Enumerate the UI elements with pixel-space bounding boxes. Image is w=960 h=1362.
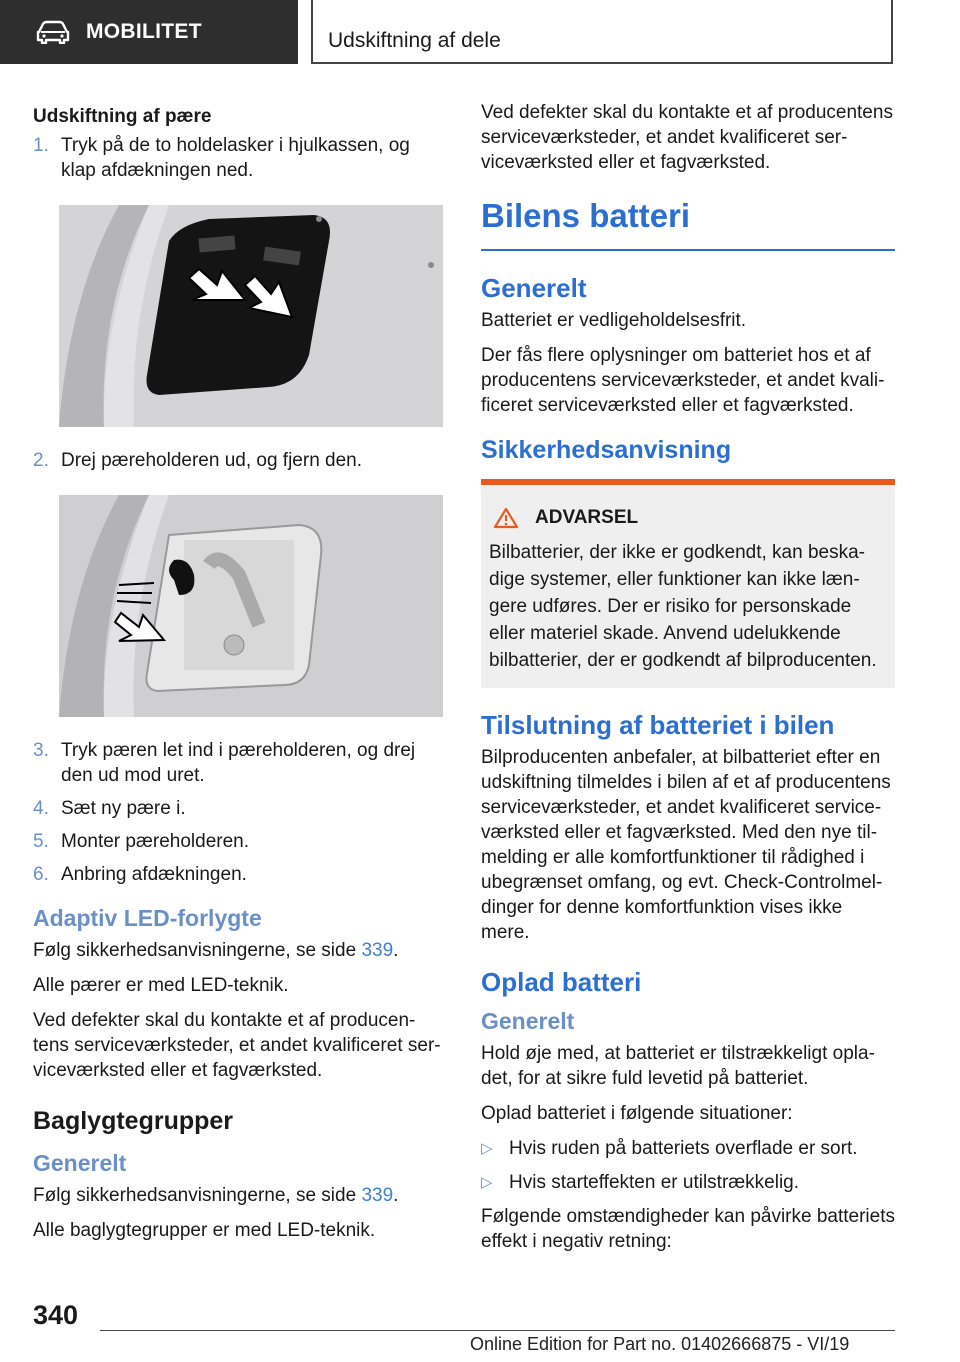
step-text: Tryk på de to holdelasker i hjulkassen, og klap afdækningen ned. bbox=[61, 135, 410, 181]
step-number: 6. bbox=[33, 864, 49, 885]
wheel-arch-cover-photo bbox=[59, 205, 443, 427]
left-column bbox=[33, 100, 443, 1253]
warning-box bbox=[481, 479, 895, 688]
step-4 bbox=[33, 796, 443, 821]
led-safety-text: Følg sikkerhedsanvisningerne, se side bbox=[33, 940, 362, 961]
car-icon bbox=[36, 20, 70, 44]
footer-divider bbox=[100, 1330, 895, 1331]
battery-connection-text: Bilproducenten anbefaler, at bilbatteriet efter en udskiftning tilmeldes i bilen af et af producentens serviceværksteder, et andet kvalificeret serviceværksted eller et fagværksted. Med den nye tilmelding er alle komfortfunktioner til rådighed i ubegrænset omfang, og evt. Check-Controlmeldinger for denne komfortfunktion vises ikke mere. bbox=[481, 747, 891, 943]
warning-triangle-icon bbox=[493, 507, 519, 529]
chapter-title: MOBILITET bbox=[86, 20, 202, 43]
chapter-tab bbox=[0, 0, 298, 64]
taillight-safety-text: Følg sikkerhedsanvisningerne, se side bbox=[33, 1185, 362, 1206]
charge-paragraph-3: Følgende omstændigheder kan påvirke batteriets effekt i negativ retning: bbox=[481, 1206, 896, 1252]
warning-text: Bilbatterier, der ikke er godkendt, kan beskadige systemer, eller funktioner kan ikke længere udføres. Der er risiko for personskade eller materiel skade. Anvend udelukkende bilbatterier, der er godkendt af bilproducenten. bbox=[489, 542, 877, 671]
bullet-text: Hvis starteffekten er utilstrækkelig. bbox=[509, 1172, 800, 1193]
battery-general-p1: Batteriet er vedligeholdelsesfrit. bbox=[481, 310, 747, 331]
bullet-text: Hvis ruden på batteriets overflade er sort. bbox=[509, 1138, 858, 1159]
battery-general-p2: Der fås flere oplysninger om batteriet hos et af producentens serviceværksteder, et andet kvalificeret serviceværksted eller et fagværksted. bbox=[481, 345, 885, 416]
safety-heading: Sikkerhedsanvisning bbox=[481, 436, 732, 464]
step-3 bbox=[33, 738, 443, 788]
warning-header bbox=[493, 507, 885, 529]
led-paragraph-2: Alle pærer er med LED-teknik. bbox=[33, 975, 289, 996]
bullet-arrow-icon: ▷ bbox=[481, 1140, 493, 1157]
bullet-item bbox=[481, 1136, 895, 1161]
bullet-arrow-icon: ▷ bbox=[481, 1174, 493, 1191]
taillight-general-heading: Generelt bbox=[33, 1150, 127, 1176]
intro-paragraph: Ved defekter skal du kontakte et af producentens serviceværksteder, et andet kvalificeret serviceværksted eller et fagværksted. bbox=[481, 102, 893, 173]
page-link-339[interactable]: 339 bbox=[361, 940, 394, 961]
led-paragraph-3: Ved defekter skal du kontakte et af producentens serviceværksteder, et andet kvalificeret serviceværksted eller et fagværksted. bbox=[33, 1010, 441, 1081]
taillight-heading: Baglygtegrupper bbox=[33, 1107, 234, 1135]
step-number: 1. bbox=[33, 135, 49, 156]
step-number: 4. bbox=[33, 798, 49, 819]
step-number: 5. bbox=[33, 831, 49, 852]
page-link-339[interactable]: 339 bbox=[361, 1185, 394, 1206]
battery-general-heading: Generelt bbox=[481, 273, 587, 303]
charge-paragraph-2: Oplad batteriet i følgende situationer: bbox=[481, 1103, 793, 1124]
taillight-safety-ref bbox=[33, 1183, 443, 1208]
step-2 bbox=[33, 448, 443, 473]
section-title: Udskiftning af dele bbox=[328, 29, 501, 52]
bulb-holder-photo bbox=[59, 495, 443, 717]
battery-heading: Bilens batteri bbox=[481, 197, 895, 251]
warning-title: ADVARSEL bbox=[535, 507, 639, 528]
bulb-replacement-heading: Udskiftning af pære bbox=[33, 106, 212, 127]
bullet-item bbox=[481, 1170, 895, 1195]
taillight-paragraph-2: Alle baglygtegrupper er med LED-teknik. bbox=[33, 1220, 376, 1241]
step-text: Tryk pæren let ind i pæreholderen, og drej den ud mod uret. bbox=[61, 740, 416, 786]
charge-battery-heading: Oplad batteri bbox=[481, 967, 642, 997]
period: . bbox=[393, 940, 399, 961]
led-headlight-heading: Adaptiv LED-forlygte bbox=[33, 905, 262, 931]
step-text: Anbring afdækningen. bbox=[61, 864, 247, 885]
step-5 bbox=[33, 829, 443, 854]
step-6 bbox=[33, 862, 443, 887]
step-text: Sæt ny pære i. bbox=[61, 798, 186, 819]
step-1 bbox=[33, 133, 443, 183]
period: . bbox=[393, 1185, 399, 1206]
charge-paragraph-1: Hold øje med, at batteriet er tilstrækkeligt opladet, for at sikre fuld levetid på batteriet. bbox=[481, 1043, 875, 1089]
steps-list bbox=[33, 738, 443, 887]
step-number: 2. bbox=[33, 450, 49, 471]
step-text: Drej pæreholderen ud, og fjern den. bbox=[61, 450, 363, 471]
right-column bbox=[481, 100, 895, 1264]
page-number: 340 bbox=[33, 1300, 79, 1330]
step-text: Monter pæreholderen. bbox=[61, 831, 249, 852]
led-safety-ref bbox=[33, 938, 443, 963]
battery-connection-heading: Tilslutning af batteriet i bilen bbox=[481, 710, 835, 740]
step-number: 3. bbox=[33, 740, 49, 761]
charge-general-heading: Generelt bbox=[481, 1008, 575, 1034]
edition-info: Online Edition for Part no. 01402666875 - VI/19 bbox=[470, 1334, 850, 1354]
